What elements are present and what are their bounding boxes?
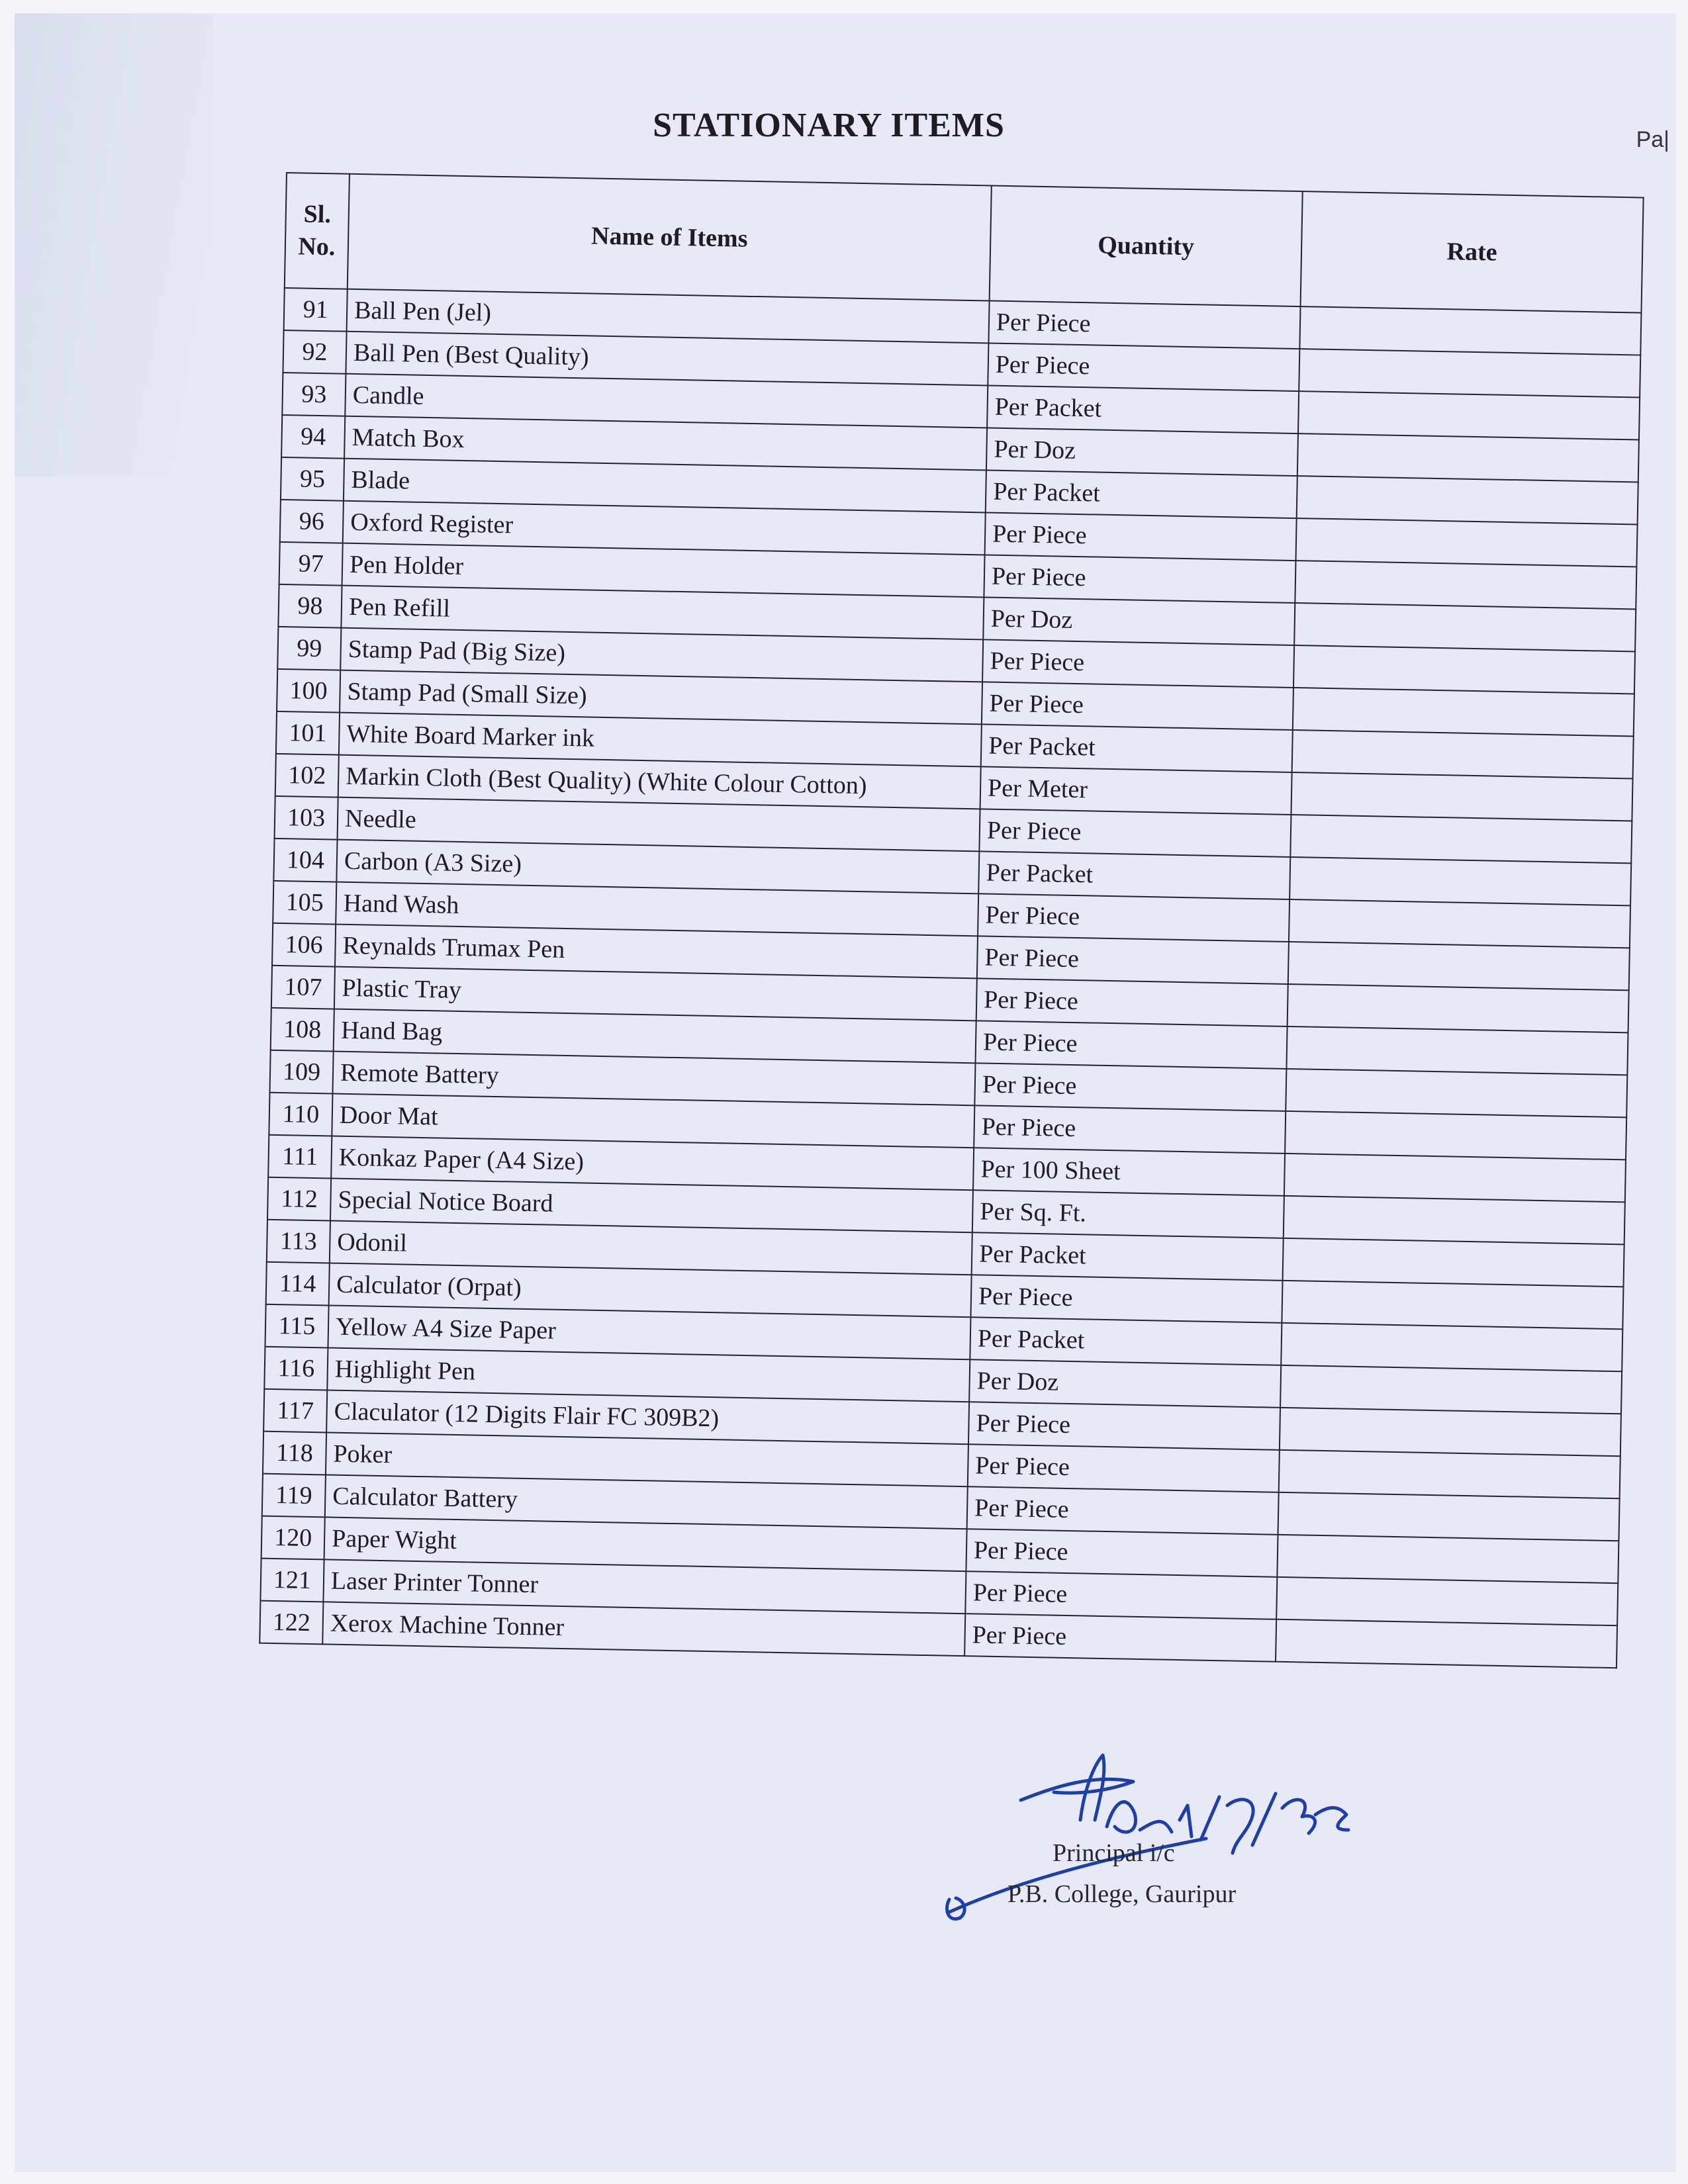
cell-rate [1290,815,1632,863]
cell-item-name: Laser Printer Tonner [323,1559,966,1614]
cell-sl-no: 106 [272,923,336,967]
cell-rate [1284,1154,1626,1202]
cell-item-name: Needle [338,797,980,852]
cell-item-name: Markin Cloth (Best Quality) (White Colour Cotton) [338,755,981,809]
cell-item-name: Remote Battery [332,1052,975,1106]
cell-sl-no: 118 [263,1432,326,1475]
cell-rate [1276,1577,1618,1625]
cell-quantity: Per Doz [986,428,1298,476]
cell-rate [1297,433,1639,482]
cell-quantity: Per Piece [968,1444,1280,1492]
cell-item-name: Door Mat [332,1094,974,1148]
cell-quantity: Per Piece [964,1614,1276,1662]
cell-rate [1297,476,1638,524]
cell-item-name: Odonil [330,1220,972,1275]
paper-fold-shadow [15,13,213,477]
cell-quantity: Per Piece [977,936,1289,984]
cell-quantity: Per Packet [978,851,1290,899]
cell-item-name: Stamp Pad (Small Size) [340,670,982,725]
cell-item-name: Yellow A4 Size Paper [328,1305,970,1359]
cell-quantity: Per Packet [986,470,1297,518]
cell-quantity: Per Piece [974,1063,1286,1111]
cell-item-name: Carbon (A3 Size) [336,840,979,894]
cell-item-name: Match Box [344,416,987,471]
cell-item-name: Paper Wight [324,1517,967,1571]
cell-quantity: Per Piece [965,1571,1277,1619]
cell-quantity: Per Packet [987,385,1299,433]
cell-rate [1285,1111,1626,1160]
cell-item-name: Plastic Tray [334,967,977,1021]
cell-rate [1288,984,1629,1032]
cell-quantity: Per Packet [972,1232,1284,1281]
cell-quantity: Per Doz [983,597,1295,645]
header-sl-no-line: Sl. [303,200,332,228]
cell-sl-no: 116 [264,1347,328,1390]
cell-quantity: Per Piece [966,1529,1278,1577]
cell-sl-no: 92 [283,330,346,374]
cell-rate [1299,349,1640,397]
cell-quantity: Per Doz [969,1359,1281,1408]
cell-quantity: Per Piece [976,978,1288,1026]
cell-quantity: Per Packet [981,724,1293,772]
cell-sl-no: 117 [263,1389,327,1433]
cell-rate [1293,688,1634,736]
cell-item-name: Ball Pen (Jel) [347,289,990,343]
cell-rate [1286,1069,1627,1117]
cell-item-name: Claculator (12 Digits Flair FC 309B2) [326,1390,969,1444]
cell-sl-no: 99 [277,627,341,670]
cell-sl-no: 122 [259,1601,323,1645]
cell-rate [1281,1323,1622,1371]
cell-rate [1279,1450,1620,1498]
cell-item-name: Special Notice Board [330,1179,973,1233]
cell-sl-no: 119 [262,1474,326,1518]
cell-item-name: White Board Marker ink [339,713,982,767]
cell-quantity: Per Piece [974,1105,1286,1154]
cell-rate [1295,518,1637,567]
cell-sl-no: 114 [266,1262,330,1306]
cell-sl-no: 101 [276,711,340,755]
cell-item-name: Calculator (Orpat) [329,1263,972,1317]
cell-item-name: Pen Refill [341,586,984,640]
header-sl-no-line: No. [298,232,336,261]
cell-sl-no: 121 [260,1559,324,1602]
signatory-institution: P.B. College, Gauripur [1008,1880,1237,1908]
cell-rate [1284,1196,1625,1244]
signatory-designation: Principal i/c [1053,1839,1175,1867]
cell-item-name: Highlight Pen [327,1347,970,1402]
cell-quantity: Per Piece [988,301,1300,349]
cell-item-name: Blade [344,459,986,513]
cell-sl-no: 108 [271,1008,334,1052]
cell-rate [1282,1281,1623,1329]
cell-item-name: Hand Wash [336,882,978,936]
cell-rate [1294,603,1636,651]
cell-quantity: Per Piece [984,555,1295,603]
header-quantity: Quantity [990,186,1303,307]
cell-quantity: Per Piece [985,512,1297,561]
cell-rate [1288,942,1630,990]
cell-quantity: Per Piece [970,1275,1282,1323]
header-name-of-items: Name of Items [348,174,992,301]
cell-sl-no: 91 [284,288,348,332]
cell-sl-no: 100 [277,669,340,713]
document-sheet [15,13,1676,2172]
header-sl-no [285,173,350,289]
cell-rate [1293,645,1635,694]
cell-rate [1286,1026,1628,1075]
cell-item-name: Calculator Battery [325,1475,968,1529]
cell-sl-no: 111 [268,1135,332,1179]
cell-sl-no: 104 [273,839,337,882]
stationary-items-table [259,172,1644,1668]
cell-rate [1289,857,1631,905]
cell-sl-no: 103 [275,796,338,840]
cell-sl-no: 97 [279,542,343,586]
cell-item-name: Oxford Register [343,501,986,555]
cell-item-name: Candle [345,374,988,428]
cell-sl-no: 112 [267,1177,331,1221]
cell-quantity: Per Packet [970,1317,1282,1365]
cell-item-name: Konkaz Paper (A4 Size) [331,1136,974,1191]
cell-sl-no: 98 [278,584,342,628]
header-rate: Rate [1301,191,1644,312]
cell-item-name: Pen Holder [342,543,985,598]
cell-quantity: Per Piece [988,343,1299,391]
cell-quantity: Per 100 Sheet [973,1148,1285,1196]
cell-sl-no: 94 [281,415,345,459]
cell-rate [1299,306,1641,355]
principal-signature-block [941,1721,1391,1939]
cell-rate [1276,1619,1617,1668]
cell-quantity: Per Sq. Ft. [972,1190,1284,1238]
cell-quantity: Per Piece [979,809,1291,857]
cell-sl-no: 102 [275,754,339,797]
cell-rate [1280,1365,1622,1414]
cell-quantity: Per Piece [976,1021,1288,1069]
cell-sl-no: 120 [261,1516,325,1560]
cell-item-name: Poker [326,1432,968,1486]
cell-quantity: Per Piece [982,639,1294,688]
cell-quantity: Per Piece [978,893,1289,942]
cell-quantity: Per Meter [980,766,1292,815]
page-label: Pa| [1636,127,1669,152]
cell-sl-no: 93 [282,373,346,416]
cell-rate [1298,391,1640,439]
cell-item-name: Hand Bag [334,1009,976,1064]
cell-sl-no: 115 [265,1304,328,1348]
cell-sl-no: 95 [281,457,344,501]
cell-sl-no: 110 [269,1093,332,1136]
cell-item-name: Stamp Pad (Big Size) [340,628,983,682]
cell-rate [1283,1238,1624,1287]
cell-item-name: Ball Pen (Best Quality) [346,332,988,386]
cell-rate [1292,730,1634,778]
cell-sl-no: 105 [273,881,336,925]
document-title: STATIONARY ITEMS [653,107,1005,144]
table-body [259,288,1641,1668]
cell-rate [1289,899,1630,948]
cell-item-name: Reynalds Trumax Pen [335,925,978,979]
cell-sl-no: 113 [267,1220,330,1263]
cell-quantity: Per Piece [967,1486,1279,1535]
cell-rate [1295,561,1636,609]
cell-rate [1280,1408,1621,1456]
cell-rate [1278,1492,1620,1541]
cell-rate [1291,772,1632,821]
cell-rate [1277,1535,1618,1583]
cell-sl-no: 96 [280,500,344,543]
items-table-wrapper [259,172,1642,1668]
cell-item-name: Xerox Machine Tonner [322,1602,965,1656]
cell-quantity: Per Piece [968,1402,1280,1450]
cell-sl-no: 107 [271,966,335,1009]
cell-quantity: Per Piece [982,682,1293,730]
cell-sl-no: 109 [270,1050,334,1094]
